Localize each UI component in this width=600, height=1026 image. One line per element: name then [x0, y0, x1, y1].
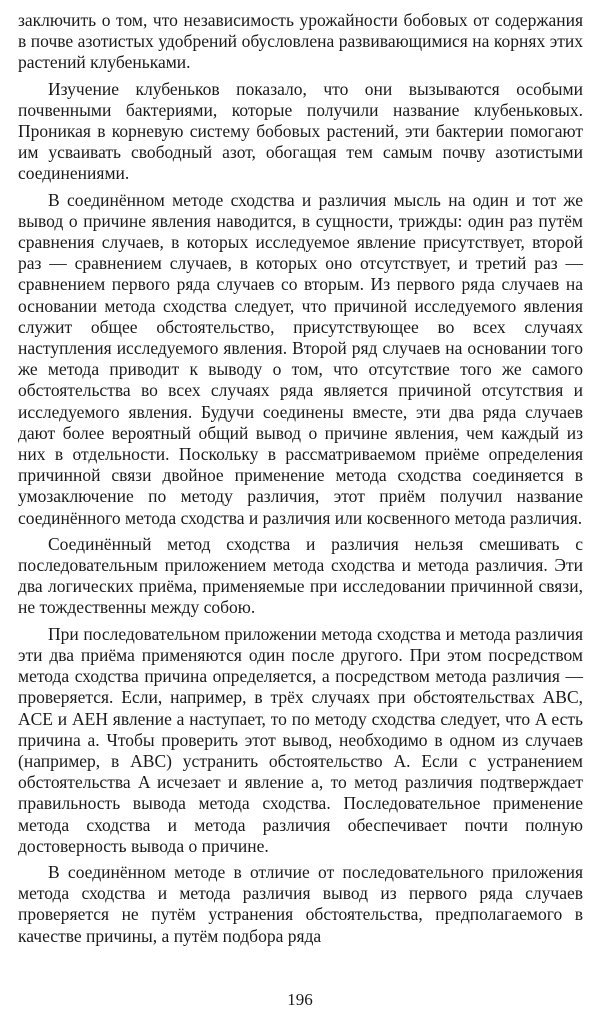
page-body: [18, 10, 583, 952]
paragraph-nodule-study: Изучение клубеньков показало, что они вызываются особыми почвенными бактериями, которые получили название клубеньковых. Проникая в корневую систему бобовых растений, эти бактерии помогают им усваивать свободный азот, обогащая тем самым почву азотистыми соединениями.: [18, 78, 583, 184]
paragraph-joint-vs-sequential: В соединённом методе в отличие от последовательного приложения метода сходства и метода различия вывод из первого ряда случаев проверяется не путём устранения обстоятельства, предполагаемого в качестве причины, а путём подбора ряда: [18, 861, 583, 946]
page-number: 196: [287, 990, 313, 1009]
paragraph-not-to-confuse: Соединённый метод сходства и различия нельзя смешивать с последовательным приложением метода сходства и метода различия. Эти два логических приёма, применяемые при исследовании причинной связи, не тождественны между собою.: [18, 533, 583, 618]
paragraph-continuation: заключить о том, что независимость урожайности бобовых от содержания в почве азотистых удобрений обусловлена развивающимися на корнях этих растений клубеньками.: [18, 10, 583, 73]
paragraph-sequential-application: При последовательном приложении метода сходства и метода различия эти два приёма применяются один после другого. При этом посредством метода сходства причина определяется, а посредством метода различия — проверяется. Если, например, в трёх случаях при обстоятельствах ABC, ACE и AEH явление a наступает, то по методу сходства следует, что A есть причина a. Чтобы проверить этот вывод, необходимо в одном из случаев (например, в ABC) устранить обстоятельство A. Если с устранением обстоятельства A исчезает и явление a, то метод различия подтверждает правильность вывода метода сходства. Последовательное применение метода сходства и метода различия обеспечивает почти полную достоверность вывода о причине.: [18, 623, 583, 856]
paragraph-joint-method: В соединённом методе сходства и различия мысль на один и тот же вывод о причине явления наводится, в сущности, трижды: один раз путём сравнения случаев, в которых исследуемое явление присутствует, второй раз — сравнением случаев, в которых оно отсутствует, и третий раз — сравнением первого ряда случаев со вторым. Из первого ряда случаев на основании метода сходства следует, что причиной исследуемого явления служит общее обстоятельство, присутствующее во всех случаях наступления исследуемого явления. Второй ряд случаев на основании того же метода приводит к выводу о том, что отсутствие того же самого обстоятельства во всех случаях ряда является причиной отсутствия и исследуемого явления. Будучи соединены вместе, эти два ряда случаев дают более вероятный общий вывод о причине явления, чем каждый из них в отдельности. Поскольку в рассматриваемом приёме определения причинной связи двойное применение метода сходства соединяется в умозаключение по методу различия, этот приём получил название соединённого метода сходства и различия или косвенного метода различия.: [18, 189, 583, 528]
